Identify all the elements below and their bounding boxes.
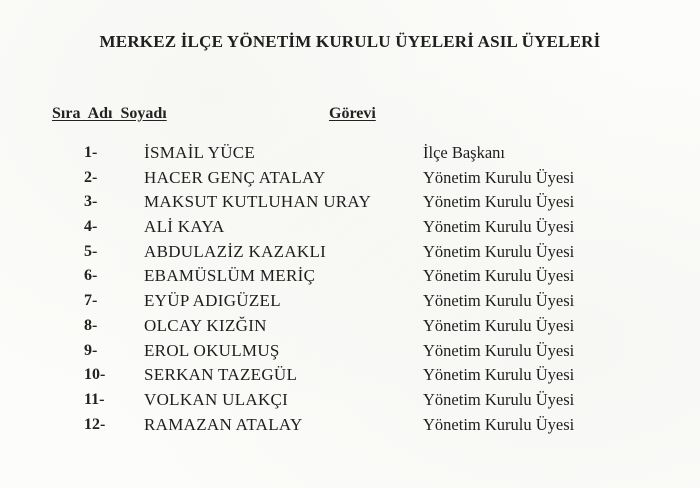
member-name: HACER GENÇ ATALAY bbox=[144, 167, 326, 187]
member-name: İSMAİL YÜCE bbox=[144, 143, 256, 162]
member-name: VOLKAN ULAKÇI bbox=[144, 389, 289, 409]
column-header-number-name: Sıra Adı Soyadı bbox=[52, 105, 167, 122]
member-role: Yönetim Kurulu Üyesi bbox=[423, 365, 575, 385]
member-number: 1- bbox=[84, 144, 98, 161]
member-name: ALİ KAYA bbox=[144, 217, 225, 237]
member-number: 5- bbox=[84, 242, 98, 260]
member-list bbox=[0, 141, 700, 437]
member-row bbox=[0, 141, 700, 166]
member-role: Yönetim Kurulu Üyesi bbox=[423, 266, 575, 286]
member-row bbox=[0, 166, 700, 191]
member-row bbox=[0, 190, 700, 215]
member-row bbox=[0, 314, 700, 339]
member-name: MAKSUT KUTLUHAN URAY bbox=[144, 192, 372, 212]
member-role: Yönetim Kurulu Üyesi bbox=[423, 414, 575, 434]
member-number: 11- bbox=[84, 390, 105, 408]
member-name: OLCAY KIZĞIN bbox=[144, 315, 267, 335]
member-name: SERKAN TAZEGÜL bbox=[144, 365, 298, 385]
member-row bbox=[0, 215, 700, 240]
member-role: Yönetim Kurulu Üyesi bbox=[423, 315, 575, 335]
member-role: Yönetim Kurulu Üyesi bbox=[423, 241, 575, 261]
member-row bbox=[0, 388, 700, 413]
member-role: Yönetim Kurulu Üyesi bbox=[423, 167, 575, 187]
member-row bbox=[0, 363, 700, 388]
member-row bbox=[0, 264, 700, 289]
member-number: 2- bbox=[84, 168, 98, 186]
member-number: 7- bbox=[84, 292, 98, 310]
member-row bbox=[0, 339, 700, 364]
member-role: Yönetim Kurulu Üyesi bbox=[423, 291, 575, 311]
member-number: 4- bbox=[84, 218, 98, 236]
member-row bbox=[0, 289, 700, 314]
member-number: 8- bbox=[84, 316, 98, 334]
member-number: 12- bbox=[84, 415, 106, 433]
member-number: 9- bbox=[84, 341, 98, 359]
member-name: ABDULAZİZ KAZAKLI bbox=[144, 241, 327, 261]
member-number: 3- bbox=[84, 193, 98, 211]
member-role: İlçe Başkanı bbox=[423, 143, 506, 162]
member-name: EYÜP ADIGÜZEL bbox=[144, 291, 281, 311]
member-name: EBAMÜSLÜM MERİÇ bbox=[144, 266, 316, 286]
member-number: 10- bbox=[84, 366, 106, 384]
column-header-role: Görevi bbox=[329, 105, 376, 122]
member-name: RAMAZAN ATALAY bbox=[144, 414, 303, 434]
member-number: 6- bbox=[84, 267, 98, 285]
member-role: Yönetim Kurulu Üyesi bbox=[423, 340, 575, 360]
document-title: MERKEZ İLÇE YÖNETİM KURULU ÜYELERİ ASIL ÜYELERİ bbox=[99, 32, 601, 51]
member-name: EROL OKULMUŞ bbox=[144, 340, 280, 360]
member-role: Yönetim Kurulu Üyesi bbox=[423, 192, 575, 212]
member-row bbox=[0, 240, 700, 265]
member-row bbox=[0, 413, 700, 438]
member-role: Yönetim Kurulu Üyesi bbox=[423, 389, 575, 409]
member-role: Yönetim Kurulu Üyesi bbox=[423, 217, 575, 237]
